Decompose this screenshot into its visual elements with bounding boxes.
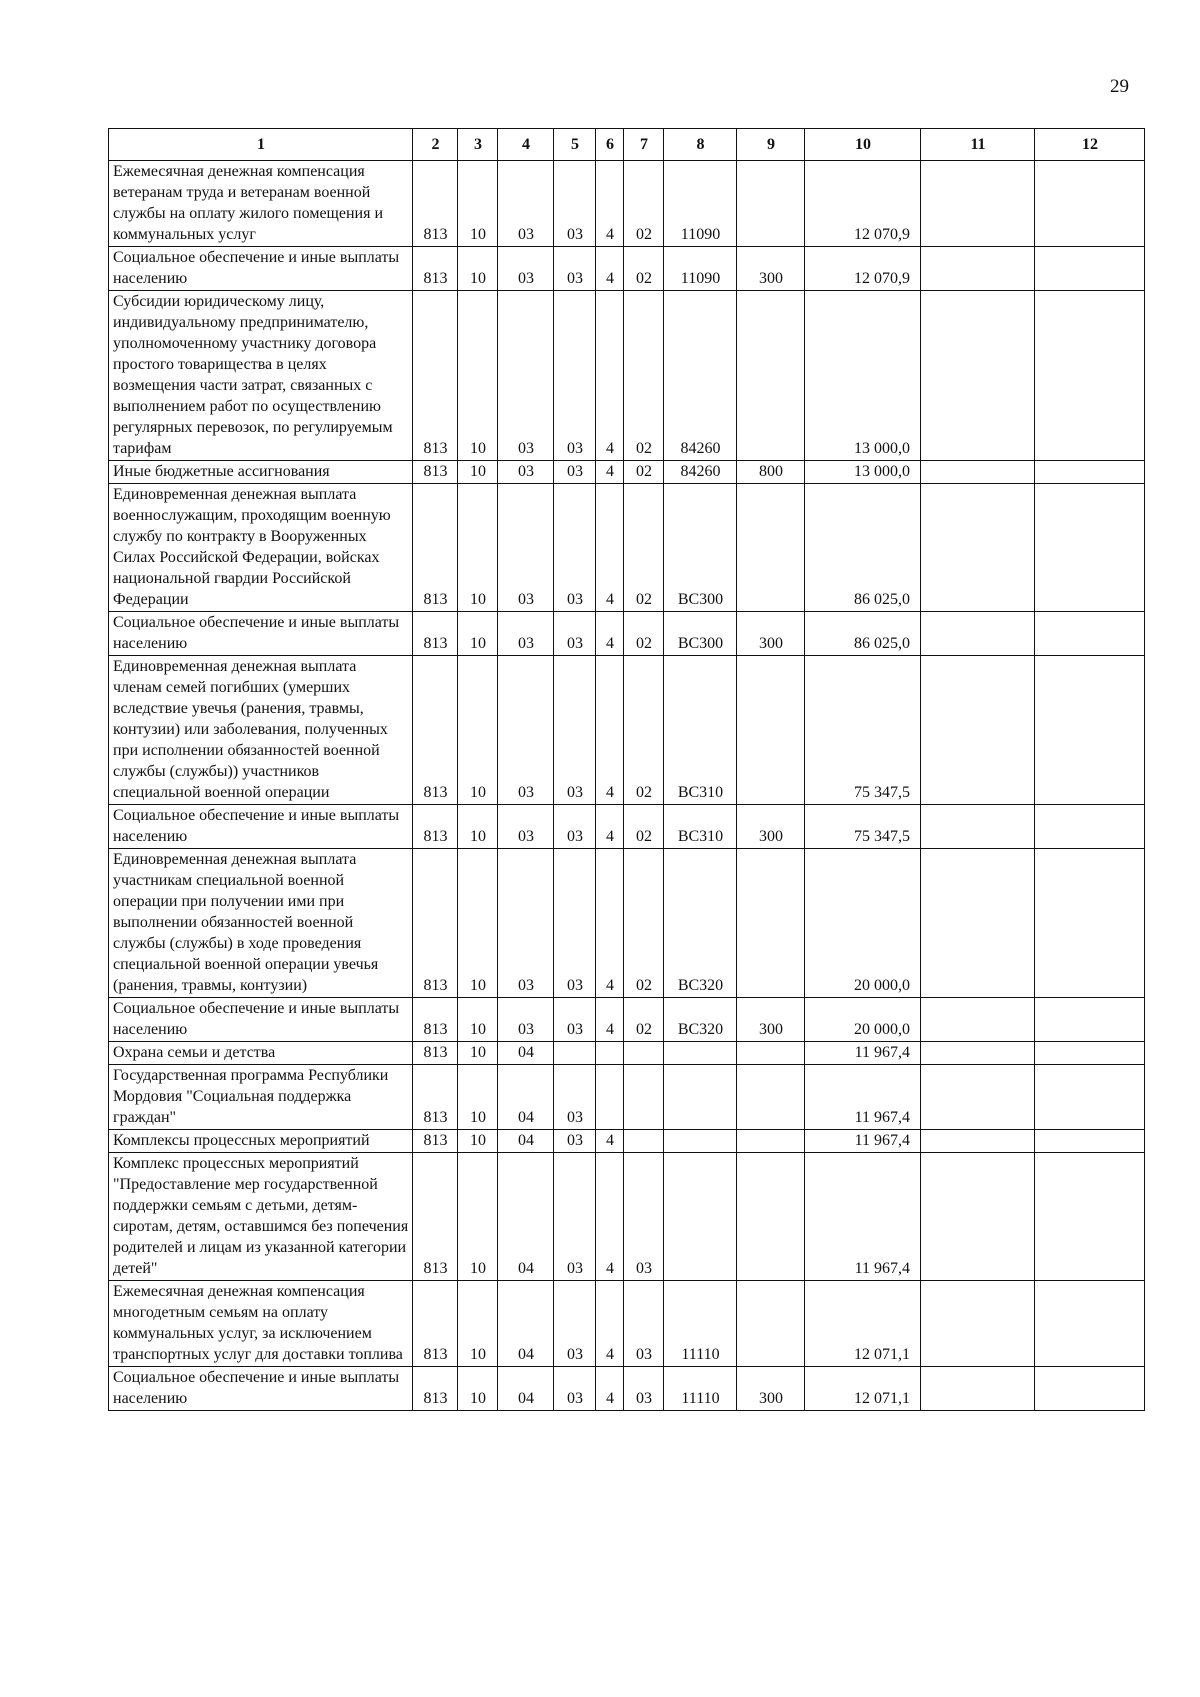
code-cell [664, 1153, 737, 1281]
code-cell [921, 849, 1035, 998]
code-cell [1035, 247, 1145, 291]
code-cell: ВС320 [664, 849, 737, 998]
amount-cell: 86 025,0 [805, 484, 921, 612]
row-name-cell: Ежемесячная денежная компенсация ветеранам труда и ветеранам военной службы на оплату жилого помещения и коммунальных услуг [109, 161, 413, 247]
code-cell [921, 291, 1035, 461]
column-header-2: 2 [413, 129, 458, 161]
code-cell: 4 [596, 849, 624, 998]
amount-cell: 75 347,5 [805, 656, 921, 805]
table-row [109, 161, 1145, 247]
code-cell: 4 [596, 1367, 624, 1411]
code-cell: 4 [596, 1281, 624, 1367]
table-row [109, 1130, 1145, 1153]
code-cell: 813 [413, 1153, 458, 1281]
code-cell: 10 [458, 612, 498, 656]
column-header-12: 12 [1035, 129, 1145, 161]
row-name-cell: Субсидии юридическому лицу, индивидуальному предпринимателю, уполномоченному участнику договора простого товарищества в целях возмещения части затрат, связанных с выполнением работ по осуществлению регулярных перевозок, по регулируемым тарифам [109, 291, 413, 461]
code-cell: 10 [458, 1153, 498, 1281]
code-cell [921, 461, 1035, 484]
code-cell: 02 [624, 484, 664, 612]
column-header-8: 8 [664, 129, 737, 161]
code-cell [921, 612, 1035, 656]
column-header-7: 7 [624, 129, 664, 161]
row-name-cell: Комплексы процессных мероприятий [109, 1130, 413, 1153]
code-cell [737, 291, 805, 461]
code-cell: 03 [498, 161, 554, 247]
code-cell: 10 [458, 1367, 498, 1411]
code-cell: 03 [624, 1153, 664, 1281]
code-cell: 11110 [664, 1281, 737, 1367]
code-cell: 300 [737, 998, 805, 1042]
table-row [109, 461, 1145, 484]
code-cell [596, 1065, 624, 1130]
table-row [109, 291, 1145, 461]
code-cell: 813 [413, 612, 458, 656]
code-cell: 02 [624, 612, 664, 656]
code-cell: 04 [498, 1130, 554, 1153]
row-name-cell: Социальное обеспечение и иные выплаты населению [109, 247, 413, 291]
table-row [109, 1065, 1145, 1130]
code-cell: 4 [596, 161, 624, 247]
code-cell [921, 1065, 1035, 1130]
code-cell [1035, 161, 1145, 247]
row-name-cell: Комплекс процессных мероприятий "Предоставление мер государственной поддержки семьям с детьми, детям-сиротам, детям, оставшимся без попечения родителей и лицам из указанной категории детей" [109, 1153, 413, 1281]
code-cell [921, 1367, 1035, 1411]
code-cell: 04 [498, 1367, 554, 1411]
code-cell: 03 [498, 247, 554, 291]
code-cell [1035, 461, 1145, 484]
code-cell: 02 [624, 247, 664, 291]
code-cell [737, 656, 805, 805]
table-row [109, 612, 1145, 656]
code-cell: 04 [498, 1042, 554, 1065]
code-cell [664, 1065, 737, 1130]
code-cell: 813 [413, 291, 458, 461]
code-cell: 10 [458, 1042, 498, 1065]
code-cell: ВС300 [664, 612, 737, 656]
code-cell: 10 [458, 998, 498, 1042]
column-header-1: 1 [109, 129, 413, 161]
code-cell: 4 [596, 461, 624, 484]
code-cell [1035, 805, 1145, 849]
code-cell [1035, 484, 1145, 612]
code-cell: 03 [498, 461, 554, 484]
code-cell: 10 [458, 1281, 498, 1367]
table-row [109, 998, 1145, 1042]
code-cell: 03 [554, 612, 596, 656]
code-cell [737, 1065, 805, 1130]
row-name-cell: Единовременная денежная выплата военнослужащим, проходящим военную службу по контракту в Вооруженных Силах Российской Федерации, войсках национальной гвардии Российской Федерации [109, 484, 413, 612]
code-cell: 813 [413, 998, 458, 1042]
code-cell: 03 [498, 805, 554, 849]
row-name-cell: Социальное обеспечение и иные выплаты населению [109, 805, 413, 849]
code-cell: 813 [413, 161, 458, 247]
code-cell [554, 1042, 596, 1065]
page-number: 29 [1110, 76, 1129, 97]
code-cell: 300 [737, 805, 805, 849]
code-cell: 02 [624, 998, 664, 1042]
amount-cell: 11 967,4 [805, 1042, 921, 1065]
row-name-cell: Ежемесячная денежная компенсация многодетным семьям на оплату коммунальных услуг, за исключением транспортных услуг для доставки топлива [109, 1281, 413, 1367]
code-cell: 03 [554, 484, 596, 612]
code-cell: 04 [498, 1153, 554, 1281]
code-cell: 10 [458, 1065, 498, 1130]
code-cell: 11090 [664, 161, 737, 247]
code-cell: 03 [554, 1065, 596, 1130]
code-cell: 11110 [664, 1367, 737, 1411]
code-cell: 04 [498, 1281, 554, 1367]
code-cell: 02 [624, 161, 664, 247]
row-name-cell: Иные бюджетные ассигнования [109, 461, 413, 484]
amount-cell: 75 347,5 [805, 805, 921, 849]
code-cell: 4 [596, 247, 624, 291]
table-row [109, 484, 1145, 612]
code-cell: 03 [554, 849, 596, 998]
code-cell: 813 [413, 1281, 458, 1367]
amount-cell: 12 071,1 [805, 1281, 921, 1367]
code-cell [1035, 612, 1145, 656]
code-cell: 11090 [664, 247, 737, 291]
code-cell: 10 [458, 161, 498, 247]
amount-cell: 12 070,9 [805, 247, 921, 291]
code-cell [921, 1042, 1035, 1065]
code-cell [921, 805, 1035, 849]
code-cell [921, 656, 1035, 805]
code-cell: 10 [458, 484, 498, 612]
code-cell: 02 [624, 291, 664, 461]
column-header-9: 9 [737, 129, 805, 161]
code-cell: ВС320 [664, 998, 737, 1042]
code-cell [921, 998, 1035, 1042]
code-cell: 03 [498, 484, 554, 612]
code-cell [921, 161, 1035, 247]
code-cell: 4 [596, 1130, 624, 1153]
code-cell [921, 1153, 1035, 1281]
amount-cell: 20 000,0 [805, 998, 921, 1042]
code-cell: 02 [624, 805, 664, 849]
code-cell: 03 [554, 805, 596, 849]
code-cell [921, 1130, 1035, 1153]
code-cell [921, 484, 1035, 612]
code-cell [664, 1130, 737, 1153]
code-cell: 4 [596, 656, 624, 805]
code-cell: 84260 [664, 291, 737, 461]
row-name-cell: Социальное обеспечение и иные выплаты населению [109, 1367, 413, 1411]
code-cell [624, 1065, 664, 1130]
code-cell: 4 [596, 805, 624, 849]
column-header-6: 6 [596, 129, 624, 161]
code-cell: 813 [413, 484, 458, 612]
code-cell [737, 1281, 805, 1367]
code-cell: 03 [554, 291, 596, 461]
amount-cell: 11 967,4 [805, 1130, 921, 1153]
code-cell: 813 [413, 1367, 458, 1411]
code-cell: 813 [413, 1130, 458, 1153]
column-header-5: 5 [554, 129, 596, 161]
code-cell: 4 [596, 484, 624, 612]
code-cell: 4 [596, 612, 624, 656]
code-cell: 813 [413, 461, 458, 484]
code-cell: 03 [554, 656, 596, 805]
code-cell: 10 [458, 247, 498, 291]
row-name-cell: Социальное обеспечение и иные выплаты населению [109, 998, 413, 1042]
table-row [109, 805, 1145, 849]
code-cell: 300 [737, 247, 805, 291]
code-cell: 4 [596, 291, 624, 461]
code-cell: 03 [498, 291, 554, 461]
code-cell: 10 [458, 291, 498, 461]
code-cell [737, 1153, 805, 1281]
code-cell: 10 [458, 849, 498, 998]
code-cell [737, 849, 805, 998]
code-cell: 03 [498, 612, 554, 656]
code-cell: 10 [458, 1130, 498, 1153]
amount-cell: 12 070,9 [805, 161, 921, 247]
table-row [109, 247, 1145, 291]
column-header-row [109, 129, 1145, 161]
code-cell: ВС310 [664, 805, 737, 849]
code-cell: ВС300 [664, 484, 737, 612]
code-cell: 10 [458, 461, 498, 484]
amount-cell: 11 967,4 [805, 1065, 921, 1130]
code-cell: 03 [554, 1281, 596, 1367]
amount-cell: 20 000,0 [805, 849, 921, 998]
code-cell [737, 1042, 805, 1065]
code-cell: 02 [624, 849, 664, 998]
amount-cell: 86 025,0 [805, 612, 921, 656]
table-row [109, 1153, 1145, 1281]
table-row [109, 656, 1145, 805]
column-header-10: 10 [805, 129, 921, 161]
code-cell: 300 [737, 612, 805, 656]
code-cell: ВС310 [664, 656, 737, 805]
code-cell [1035, 1130, 1145, 1153]
code-cell: 03 [498, 849, 554, 998]
amount-cell: 11 967,4 [805, 1153, 921, 1281]
code-cell: 03 [554, 998, 596, 1042]
code-cell: 300 [737, 1367, 805, 1411]
code-cell: 03 [554, 247, 596, 291]
column-header-4: 4 [498, 129, 554, 161]
column-header-3: 3 [458, 129, 498, 161]
code-cell: 03 [624, 1367, 664, 1411]
amount-cell: 13 000,0 [805, 291, 921, 461]
amount-cell: 12 071,1 [805, 1367, 921, 1411]
code-cell [1035, 849, 1145, 998]
table-body [109, 161, 1145, 1411]
code-cell [737, 161, 805, 247]
code-cell: 03 [554, 1130, 596, 1153]
code-cell: 4 [596, 998, 624, 1042]
code-cell: 03 [498, 656, 554, 805]
code-cell: 03 [554, 161, 596, 247]
row-name-cell: Социальное обеспечение и иные выплаты населению [109, 612, 413, 656]
column-header-11: 11 [921, 129, 1035, 161]
code-cell [624, 1042, 664, 1065]
code-cell [1035, 656, 1145, 805]
row-name-cell: Государственная программа Республики Мордовия "Социальная поддержка граждан" [109, 1065, 413, 1130]
code-cell: 04 [498, 1065, 554, 1130]
code-cell: 10 [458, 656, 498, 805]
code-cell: 813 [413, 1065, 458, 1130]
table-row [109, 1367, 1145, 1411]
code-cell: 10 [458, 805, 498, 849]
code-cell [1035, 1065, 1145, 1130]
code-cell [1035, 998, 1145, 1042]
code-cell: 800 [737, 461, 805, 484]
code-cell: 02 [624, 461, 664, 484]
code-cell [1035, 1042, 1145, 1065]
row-name-cell: Охрана семьи и детства [109, 1042, 413, 1065]
code-cell: 813 [413, 247, 458, 291]
code-cell [921, 247, 1035, 291]
code-cell [596, 1042, 624, 1065]
code-cell [737, 1130, 805, 1153]
code-cell [737, 484, 805, 612]
code-cell [1035, 291, 1145, 461]
code-cell: 84260 [664, 461, 737, 484]
code-cell: 03 [554, 1367, 596, 1411]
code-cell: 813 [413, 849, 458, 998]
code-cell: 813 [413, 805, 458, 849]
code-cell [1035, 1367, 1145, 1411]
table-row [109, 849, 1145, 998]
code-cell: 813 [413, 656, 458, 805]
code-cell: 02 [624, 656, 664, 805]
code-cell [921, 1281, 1035, 1367]
code-cell: 03 [554, 1153, 596, 1281]
code-cell: 813 [413, 1042, 458, 1065]
table-row [109, 1281, 1145, 1367]
code-cell [1035, 1281, 1145, 1367]
amount-cell: 13 000,0 [805, 461, 921, 484]
code-cell [624, 1130, 664, 1153]
row-name-cell: Единовременная денежная выплата участникам специальной военной операции при получении ими при выполнении обязанностей военной службы (службы) в ходе проведения специальной военной операции увечья (ранения, травмы, контузии) [109, 849, 413, 998]
code-cell: 03 [554, 461, 596, 484]
budget-table [108, 128, 1145, 1411]
code-cell: 03 [498, 998, 554, 1042]
code-cell: 03 [624, 1281, 664, 1367]
code-cell: 4 [596, 1153, 624, 1281]
row-name-cell: Единовременная денежная выплата членам семей погибших (умерших вследствие увечья (ранения, травмы, контузии) или заболевания, полученных при исполнении обязанностей военной службы (службы)) участников специальной военной операции [109, 656, 413, 805]
table-row [109, 1042, 1145, 1065]
code-cell [664, 1042, 737, 1065]
code-cell [1035, 1153, 1145, 1281]
